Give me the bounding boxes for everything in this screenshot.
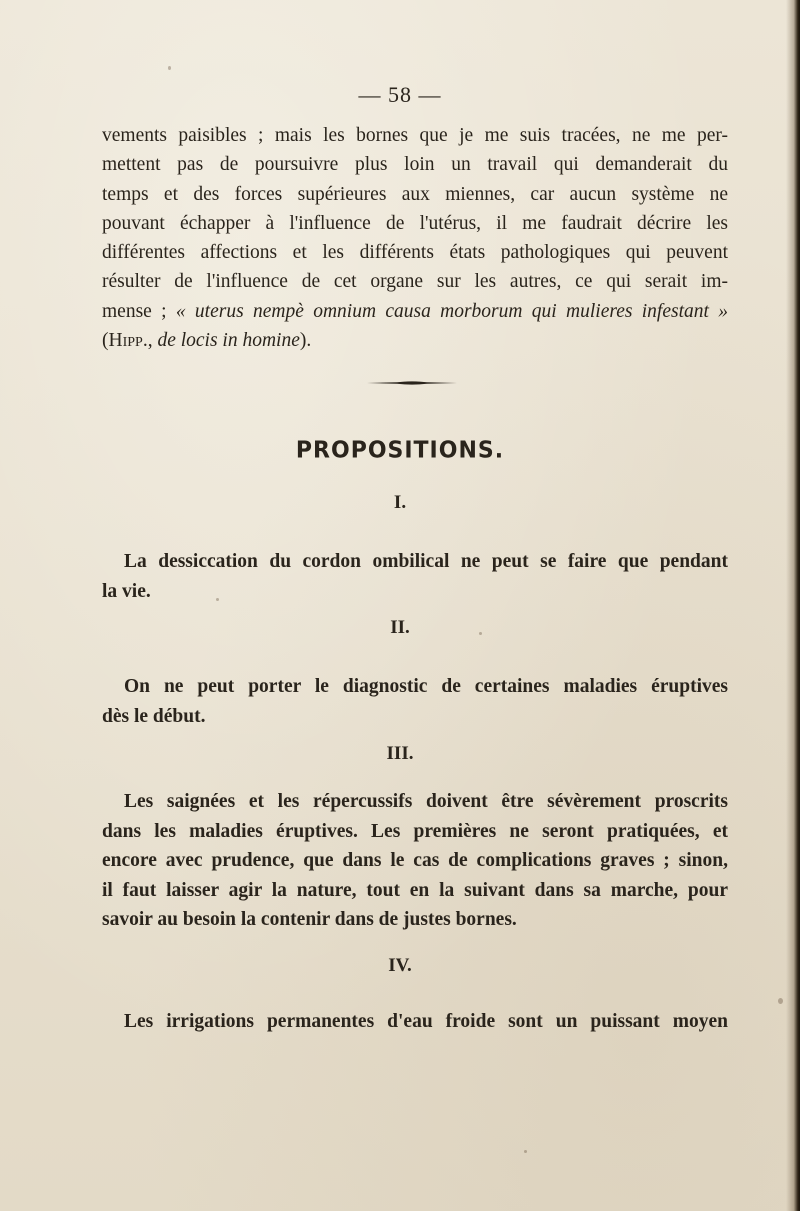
intro-paragraph [102, 121, 728, 355]
citation-author: Hipp. [108, 330, 148, 352]
proposition-text [102, 547, 728, 606]
latin-quotation: « uterus nempè omnium causa morborum qui mulieres infestant » [175, 300, 728, 322]
proposition-numeral: IV. [388, 955, 412, 976]
proposition-text [102, 672, 728, 731]
text-line: temps et des forces supérieures aux miennes, car aucun système ne [102, 183, 728, 205]
text-fragment: , [147, 330, 158, 352]
section-heading: PROPOSITIONS. [295, 437, 505, 464]
text-line: différentes affections et les différents états pathologiques qui peuvent [102, 242, 728, 264]
proposition-numeral: II. [390, 617, 410, 638]
page-number: — 58 — [358, 82, 442, 107]
citation-work: de locis in homine [157, 330, 300, 352]
paper-speck [168, 66, 171, 70]
text-line: Les irrigations permanentes d'eau froide sont un puissant moyen [124, 1011, 728, 1032]
text-line: dès le début. [102, 705, 206, 727]
paper-speck [778, 998, 783, 1004]
text-line: résulter de l'influence de cet organe sur les autres, ce qui serait im- [102, 271, 728, 293]
proposition-numeral: I. [393, 492, 407, 513]
paper-speck [216, 598, 219, 601]
text-line: savoir au besoin la contenir dans de justes bornes. [102, 909, 517, 930]
text-line: encore avec prudence, que dans le cas de complications graves ; sinon, [102, 850, 728, 871]
text-line: On ne peut porter le diagnostic de certaines maladies éruptives [124, 676, 728, 697]
text-line: la vie. [102, 580, 151, 602]
proposition-numeral: III. [386, 743, 414, 764]
proposition-text [102, 787, 728, 935]
text-fragment: ( [102, 330, 109, 352]
text-line: il faut laisser agir la nature, tout en la suivant dans sa marche, pour [102, 879, 728, 901]
text-line: dans les maladies éruptives. Les premières ne seront pratiquées, et [102, 820, 728, 842]
paper-speck [479, 632, 482, 635]
text-line [102, 297, 728, 326]
text-line: Les saignées et les répercussifs doivent être sévèrement proscrits [124, 791, 728, 812]
ornamental-divider [367, 380, 457, 386]
paper-speck [524, 1150, 527, 1153]
binding-shadow [786, 0, 800, 1211]
text-line: La dessiccation du cordon ombilical ne peut se faire que pendant [124, 551, 728, 572]
proposition-text [102, 1007, 728, 1037]
text-line: mettent pas de poursuivre plus loin un travail qui demanderait du [102, 154, 728, 176]
text-line [102, 326, 728, 355]
text-line: pouvant échapper à l'influence de l'utérus, il me faudrait décrire les [102, 212, 728, 234]
text-line: vements paisibles ; mais les bornes que je me suis tracées, ne me per- [102, 125, 728, 146]
text-fragment: mense ; [102, 300, 176, 322]
text-fragment: ). [299, 330, 312, 352]
